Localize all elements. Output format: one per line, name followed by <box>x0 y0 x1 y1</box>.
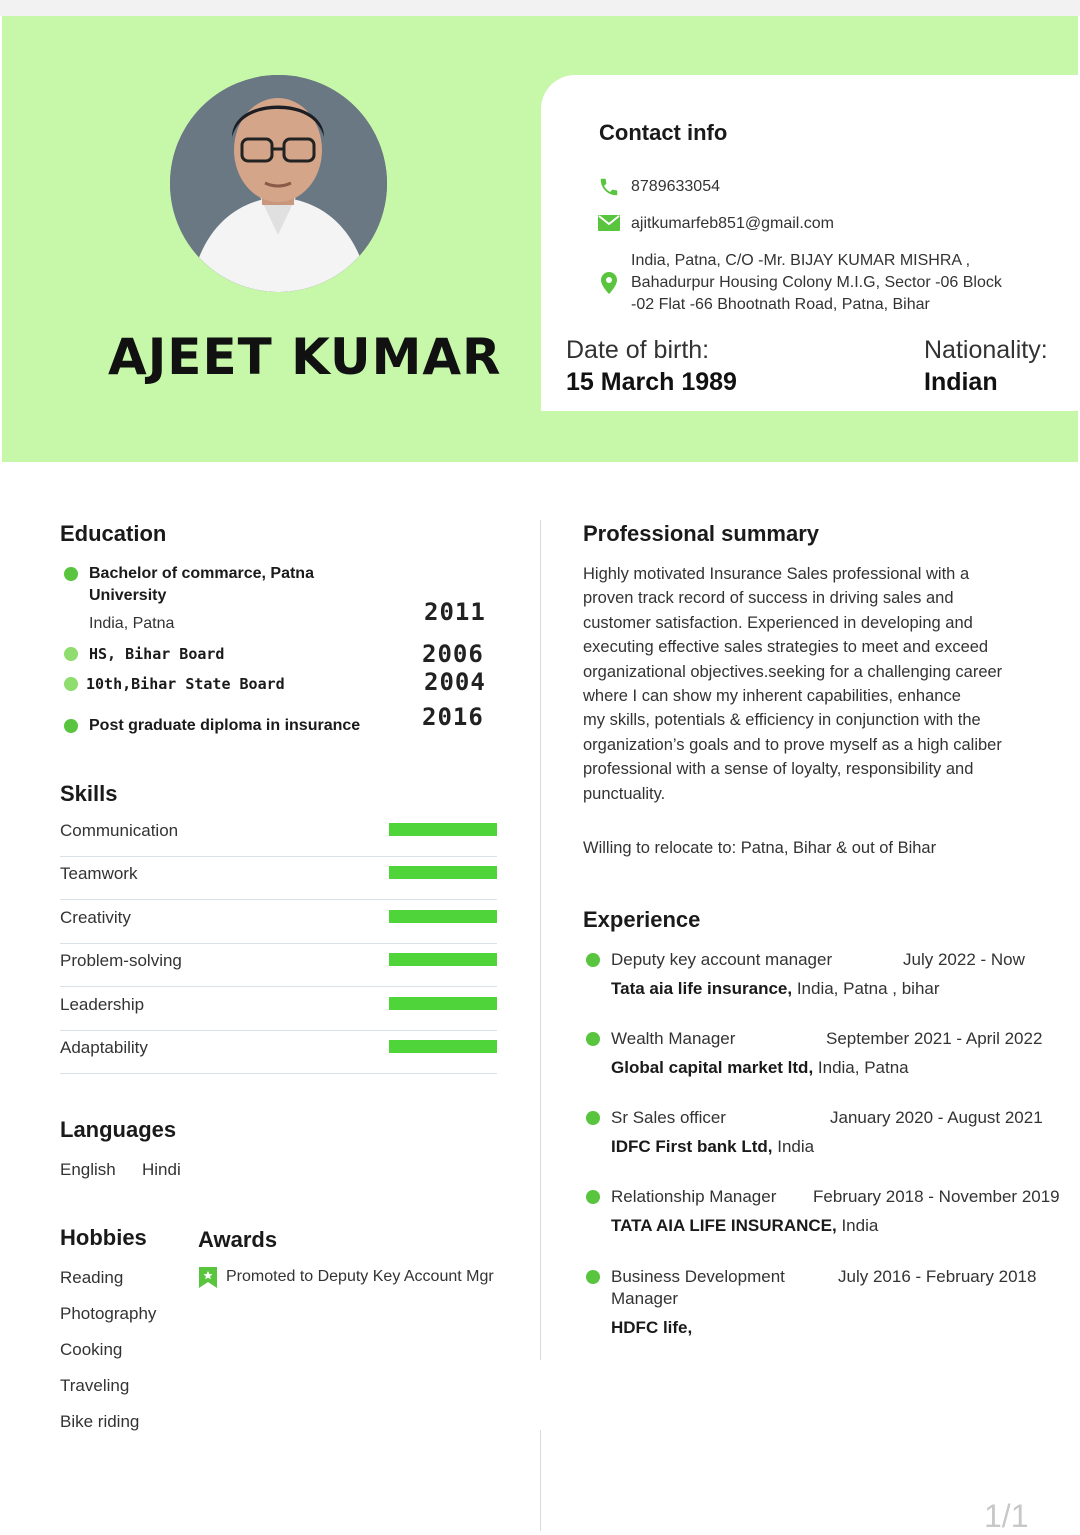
experience-dates: July 2016 - February 2018 <box>838 1267 1037 1286</box>
hobby-item: Bike riding <box>60 1412 140 1431</box>
experience-role <box>611 1266 785 1310</box>
skill-row <box>60 987 497 1031</box>
skill-level-fill <box>389 866 497 879</box>
bullet-dot <box>586 953 600 967</box>
skill-level-fill <box>389 953 497 966</box>
experience-dates: July 2022 - Now <box>903 950 1025 969</box>
dob-value: 15 March 1989 <box>566 368 737 396</box>
summary-line: executing effective sales strategies to meet and exceed <box>583 638 989 657</box>
language-item: Hindi <box>142 1160 181 1179</box>
bullet-dot <box>586 1111 600 1125</box>
summary-line: where I can show my inherent capabilities, enhance <box>583 687 961 706</box>
skill-label: Adaptability <box>60 1038 148 1057</box>
contact-info-title: Contact info <box>599 120 728 145</box>
experience-dates: February 2018 - November 2019 <box>813 1187 1060 1206</box>
company-name: IDFC First bank Ltd, <box>611 1137 773 1156</box>
bullet-dot <box>64 677 78 691</box>
awards-title: Awards <box>198 1227 278 1252</box>
bullet-dot <box>64 719 78 733</box>
bullet-dot <box>586 1270 600 1284</box>
experience-role: Deputy key account manager <box>611 950 833 969</box>
summary-line: my skills, potentials & efficiency in conjunction with the <box>583 711 981 730</box>
skill-level-fill <box>389 823 497 836</box>
skill-level-bar <box>389 997 497 1010</box>
profile-photo <box>170 75 387 292</box>
summary-title: Professional summary <box>583 521 819 546</box>
hobby-item: Reading <box>60 1268 124 1287</box>
phone-number: 8789633054 <box>631 178 720 195</box>
nationality-value: Indian <box>924 368 998 396</box>
skill-row <box>60 813 497 857</box>
experience-company <box>611 1318 692 1338</box>
summary-line: customer satisfaction. Experienced in developing and <box>583 613 973 632</box>
hobby-item: Traveling <box>60 1376 130 1395</box>
skill-row <box>60 856 497 900</box>
bullet-dot <box>64 647 78 661</box>
skill-level-fill <box>389 997 497 1010</box>
experience-company <box>611 1137 814 1157</box>
education-hs: HS, Bihar Board <box>89 645 225 663</box>
skill-level-fill <box>389 910 497 923</box>
profile-photo-illustration <box>170 75 387 292</box>
skill-row <box>60 1030 497 1074</box>
education-year: 2006 <box>422 640 484 668</box>
summary-line: proven track record of success in driving sales and <box>583 589 954 608</box>
summary-line: Highly motivated Insurance Sales professional with a <box>583 565 970 583</box>
experience-company <box>611 1216 878 1236</box>
skill-row <box>60 943 497 987</box>
skill-level-fill <box>389 1040 497 1053</box>
skill-level-bar <box>389 953 497 966</box>
company-name: Tata aia life insurance, <box>611 979 793 998</box>
nationality-label: Nationality: <box>924 336 1048 364</box>
phone-icon <box>598 176 620 203</box>
skill-level-bar <box>389 823 497 836</box>
experience-role: Wealth Manager <box>611 1029 736 1048</box>
dob-label: Date of birth: <box>566 336 710 364</box>
email-icon <box>598 214 620 237</box>
experience-role: Relationship Manager <box>611 1187 777 1206</box>
experience-company <box>611 979 940 999</box>
skill-level-bar <box>389 866 497 879</box>
column-divider <box>540 520 541 1360</box>
skill-label: Problem-solving <box>60 951 182 971</box>
education-degree-line-1: Bachelor of commarce, Patna <box>89 565 314 582</box>
education-year: 2011 <box>424 598 486 626</box>
hobby-item: Cooking <box>60 1340 123 1359</box>
page-top-strip <box>0 0 1080 16</box>
experience-dates: January 2020 - August 2021 <box>830 1108 1043 1127</box>
skill-row <box>60 900 497 944</box>
company-location: India <box>772 1137 815 1156</box>
summary-line: punctuality. <box>583 784 666 803</box>
summary-text <box>583 562 1033 806</box>
education-year: 2016 <box>422 703 484 731</box>
company-name: TATA AIA LIFE INSURANCE, <box>611 1216 837 1235</box>
experience-role-line: Business Development <box>611 1267 785 1286</box>
location-pin-icon <box>601 272 617 299</box>
education-10th: 10th,Bihar State Board <box>86 675 285 693</box>
company-name: Global capital market ltd, <box>611 1058 814 1077</box>
award-item: Promoted to Deputy Key Account Mgr <box>226 1268 494 1285</box>
address-line-3: -02 Flat -66 Bhootnath Road, Patna, Bihar <box>631 296 930 313</box>
page-number: 1/1 <box>984 1498 1029 1534</box>
education-degree-line-2: University <box>89 587 167 604</box>
skill-label: Leadership <box>60 994 145 1014</box>
company-name: HDFC life, <box>611 1318 693 1337</box>
hobby-item: Photography <box>60 1304 157 1323</box>
skill-label: Communication <box>60 821 179 840</box>
address-line-2: Bahadurpur Housing Colony M.I.G, Sector -06 Block <box>631 274 1002 291</box>
relocate-text: Willing to relocate to: Patna, Bihar & out of Bihar <box>583 839 937 857</box>
column-divider-lower <box>540 1430 541 1531</box>
summary-line: organization’s goals and to prove myself as a high caliber <box>583 735 1002 754</box>
company-location: India, Patna , bihar <box>792 979 940 998</box>
language-item: English <box>60 1160 116 1179</box>
company-location: India <box>836 1216 879 1235</box>
skills-title: Skills <box>60 781 118 806</box>
experience-company <box>611 1058 909 1078</box>
education-title: Education <box>60 521 167 546</box>
skill-level-bar <box>389 910 497 923</box>
experience-dates: September 2021 - April 2022 <box>826 1029 1043 1048</box>
experience-title: Experience <box>583 907 701 932</box>
award-ribbon-icon <box>199 1267 217 1293</box>
summary-line: organizational objectives.seeking for a challenging career <box>583 662 1003 681</box>
bullet-dot <box>586 1032 600 1046</box>
languages-title: Languages <box>60 1117 177 1142</box>
education-pg-diploma: Post graduate diploma in insurance <box>89 717 361 734</box>
candidate-name: AJEET KUMAR <box>108 328 502 386</box>
summary-line: professional with a sense of loyalty, responsibility and <box>583 760 974 779</box>
company-location: India, Patna <box>813 1058 909 1077</box>
address-line-1: India, Patna, C/O -Mr. BIJAY KUMAR MISHRA , <box>631 252 971 269</box>
experience-role-line: Manager <box>611 1289 679 1308</box>
email-address: ajitkumarfeb851@gmail.com <box>631 215 834 232</box>
bullet-dot <box>586 1190 600 1204</box>
skill-level-bar <box>389 1040 497 1053</box>
education-location: India, Patna <box>89 615 175 632</box>
hobbies-title: Hobbies <box>60 1225 147 1250</box>
skill-label: Teamwork <box>60 864 138 884</box>
experience-role: Sr Sales officer <box>611 1108 726 1127</box>
skill-label: Creativity <box>60 907 131 927</box>
bullet-dot <box>64 567 78 581</box>
education-year: 2004 <box>424 668 486 696</box>
